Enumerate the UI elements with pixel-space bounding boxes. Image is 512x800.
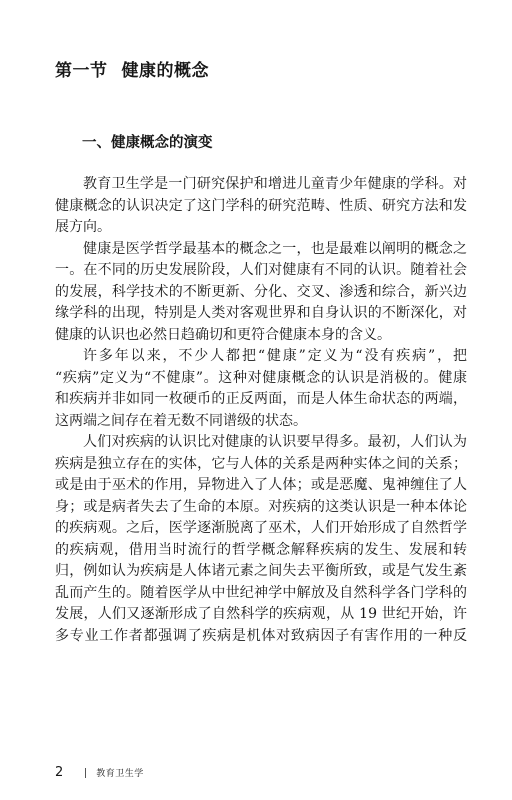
paragraph-3-line-4: 这两端之间存在着无数不同谱级的状态。	[55, 412, 307, 429]
paragraph-4-line-6: 的疾病观，借用当时流行的哲学概念解释疾病的发生、发展和转	[55, 541, 467, 558]
running-title: 教育卫生学	[96, 769, 144, 779]
paragraph-1-line-3: 展方向。	[55, 219, 111, 235]
section-title-text: 健康的概念	[121, 61, 209, 81]
paragraph-4-line-2: 疾病是独立存在的实体，它与人体的关系是两种实体之间的关系；	[55, 455, 467, 472]
page-number: 2	[55, 765, 64, 780]
paragraph-4-line-5: 的疾病观。之后，医学逐渐脱离了巫术，人们开始形成了自然哲学	[55, 520, 467, 536]
paragraph-3-line-3: 和疾病并非如同一枚硬币的正反两面，而是人体生命状态的两端，	[55, 391, 467, 407]
paragraph-1-line-2: 健康概念的认识决定了这门学科的研究范畴、性质、研究方法和发	[55, 197, 467, 214]
page-footer	[55, 762, 144, 778]
paragraph-4-line-8: 乱而产生的。随着医学从中世纪神学中解放及自然科学各门学科的	[55, 584, 467, 601]
paragraph-2-line-3: 的发展，科学技术的不断更新、分化、交叉、渗透和综合，新兴边	[55, 283, 467, 300]
paragraph-2-line-5: 健康的认识也必然日趋确切和更符合健康本身的含义。	[55, 326, 391, 343]
paragraph-2-line-4: 缘学科的出现，特别是人类对客观世界和自身认识的不断深化，对	[55, 305, 467, 321]
paragraph-4-line-7: 归，例如认为疾病是人体诸元素之间失去平衡所致，或是气发生紊	[55, 563, 467, 579]
paragraph-4-line-9: 发展，人们又逐渐形成了自然科学的疾病观，从 19 世纪开始，许	[55, 606, 467, 622]
section-title	[55, 61, 209, 81]
subsection-heading: 一、健康概念的演变	[82, 134, 213, 151]
section-number: 第一节	[55, 61, 108, 81]
paragraph-3-line-2: “疾病”定义为“不健康”。这种对健康概念的认识是消极的。健康	[55, 369, 467, 386]
footer-divider	[85, 768, 86, 778]
paragraph-2-line-1: 健康是医学哲学最基本的概念之一，也是最难以阐明的概念之	[83, 240, 467, 257]
paragraph-1-line-1: 教育卫生学是一门研究保护和增进儿童青少年健康的学科。对	[83, 176, 467, 192]
paragraph-3-line-1: 许多年以来，不少人都把“健康”定义为“没有疾病”，把	[83, 348, 467, 364]
paragraph-2-line-2: 一。在不同的历史发展阶段，人们对健康有不同的认识。随着社会	[55, 262, 467, 278]
body-text	[55, 174, 467, 647]
paragraph-4-line-3: 或是由于巫术的作用，异物进入了人体；或是恶魔、鬼神缠住了人	[55, 477, 467, 493]
paragraph-4-line-1: 人们对疾病的认识比对健康的认识要早得多。最初，人们认为	[83, 434, 467, 450]
paragraph-4-line-10: 多专业工作者都强调了疾病是机体对致病因子有害作用的一种反	[55, 627, 467, 644]
paragraph-4-line-4: 身；或是病者失去了生命的本原。对疾病的这类认识是一种本体论	[55, 498, 467, 515]
